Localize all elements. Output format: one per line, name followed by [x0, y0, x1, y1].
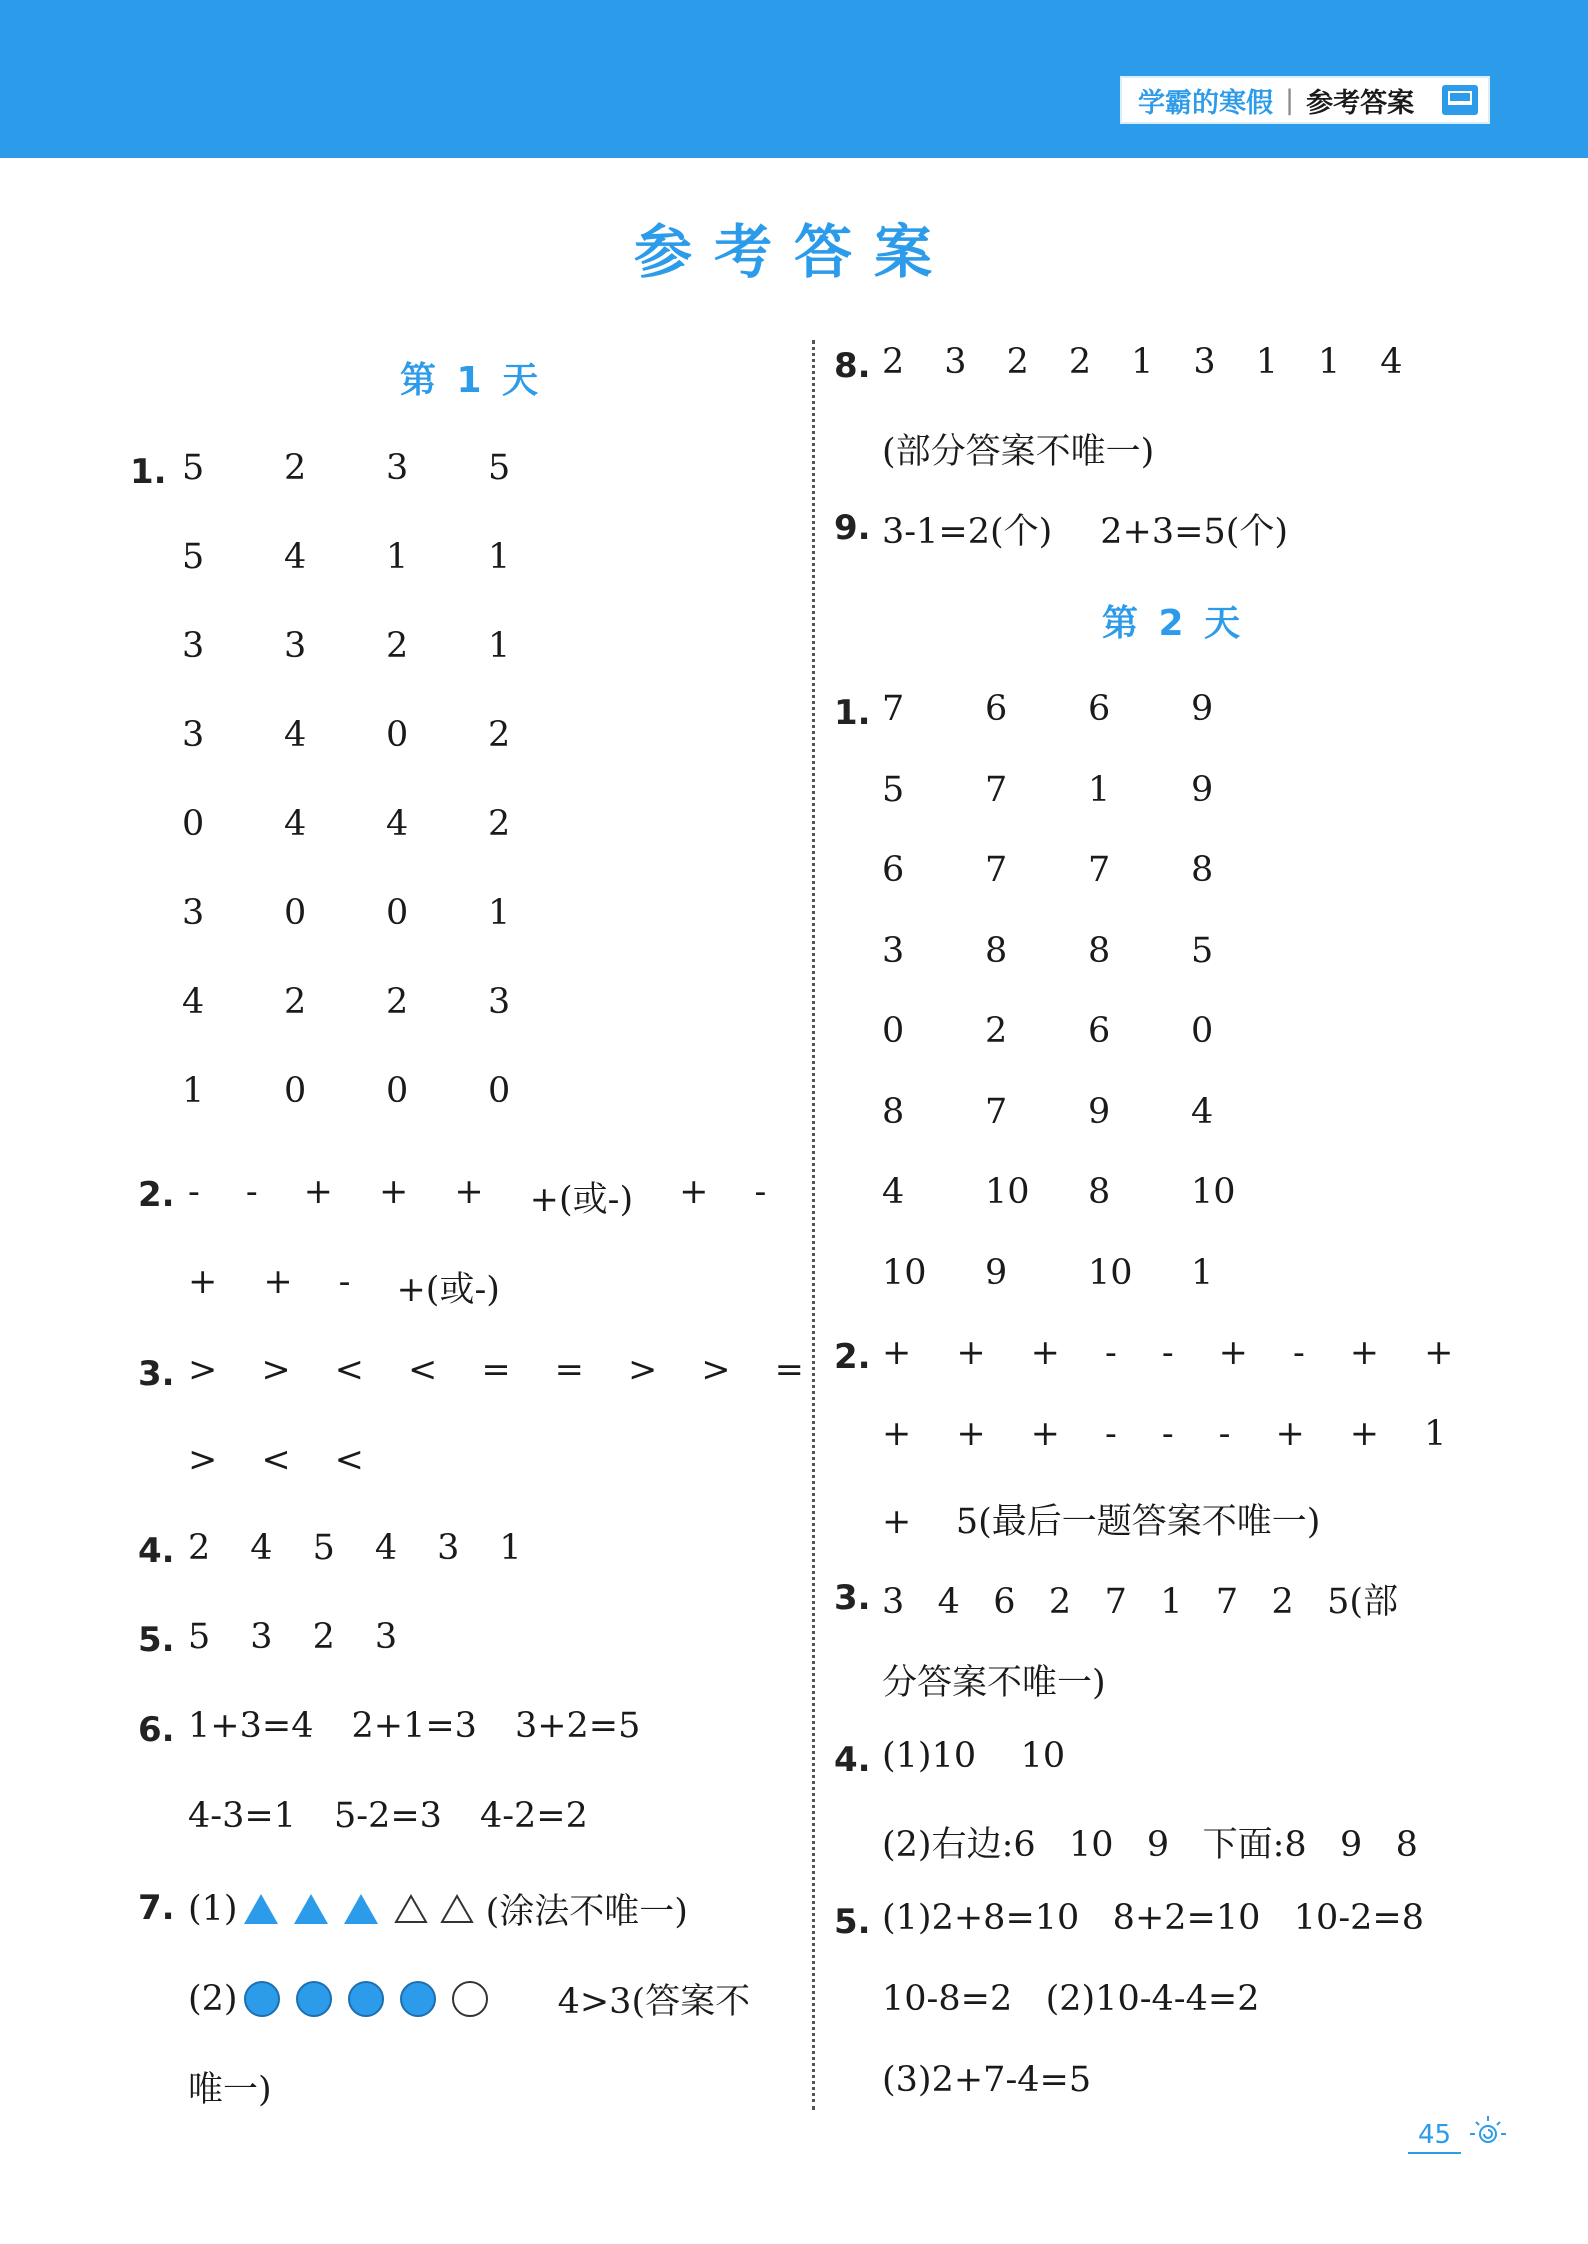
answer-item: 4-2=2 [479, 1796, 588, 1836]
answer-item: - [1104, 1333, 1117, 1373]
grid-cell: 0 [488, 1071, 511, 1111]
filled-triangle-icon [294, 1894, 328, 1924]
grid-cell: 1 [386, 537, 409, 577]
answer-item: 4 [1380, 342, 1403, 382]
answer-item: > [188, 1350, 218, 1390]
series-name: 学霸的寒假 [1138, 87, 1273, 119]
answer-item: - [1104, 1414, 1117, 1454]
grid-cell: 3 [284, 626, 307, 666]
day2-q3-line1: 3 4 6 2 7 1 7 2 5(部 [882, 1582, 1399, 1622]
answer-item: - [754, 1172, 767, 1212]
answer-item: 5 [312, 1528, 335, 1568]
answer-item: 2+1=3 [351, 1706, 477, 1746]
grid-cell: 0 [1191, 1011, 1214, 1051]
grid-cell: 2 [985, 1011, 1008, 1051]
grid-cell: 4 [386, 804, 409, 844]
grid-cell: 1 [488, 537, 511, 577]
sun-icon [1468, 2112, 1508, 2152]
answer-item: - [245, 1172, 258, 1212]
grid-cell: 2 [386, 626, 409, 666]
answer-item: - [188, 1172, 200, 1212]
grid-cell: 1 [1088, 769, 1111, 810]
grid-cell: 5 [1191, 930, 1214, 971]
answer-item: < [334, 1350, 364, 1390]
grid-cell: 9 [1191, 769, 1214, 810]
answer-item: > [188, 1440, 218, 1480]
filled-circle-icon [296, 1981, 332, 2017]
day1-q9-b: 2+3=5(个) [1100, 512, 1289, 552]
grid-cell: 4 [182, 982, 205, 1022]
grid-cell: 5 [182, 537, 205, 577]
header-label [1120, 76, 1490, 124]
grid-cell: 3 [182, 715, 205, 755]
grid-cell: 8 [985, 930, 1008, 971]
day1-q8-line [882, 342, 1443, 382]
grid-cell: 4 [882, 1172, 905, 1212]
grid-cell: 4 [284, 715, 307, 755]
answer-item: 5 [188, 1617, 211, 1657]
grid-cell: 0 [284, 1071, 307, 1111]
grid-cell: 3 [882, 930, 905, 971]
day1-q8-note: (部分答案不唯一) [882, 432, 1155, 472]
answer-item: 1+3=4 [188, 1706, 314, 1746]
day1-q7-part1 [188, 1884, 688, 1934]
day1-q7-p2-continuation: 唯一) [188, 2070, 272, 2110]
filled-circle-icon [348, 1981, 384, 2017]
day1-heading: 第 1 天 [400, 360, 543, 401]
grid-cell: 9 [985, 1252, 1008, 1293]
answer-item: + [1030, 1333, 1060, 1373]
day2-q5-line1: (1)2+8=10 8+2=10 10-2=8 [882, 1898, 1425, 1938]
grid-cell: 3 [182, 893, 205, 933]
grid-cell: 10 [985, 1172, 1030, 1212]
grid-cell: 2 [488, 804, 511, 844]
grid-cell: 7 [882, 689, 905, 729]
day2-q5-line2: 10-8=2 (2)10-4-4=2 [882, 1979, 1260, 2019]
answer-item: + [956, 1414, 986, 1454]
answer-item: = [481, 1350, 511, 1390]
answer-item: = [554, 1350, 584, 1390]
answer-item: 3 [944, 342, 967, 382]
grid-cell: 7 [985, 850, 1008, 890]
answer-item: + [1424, 1333, 1454, 1373]
grid-cell: 2 [284, 982, 307, 1022]
answer-item: 3 [437, 1528, 460, 1568]
answer-item: + [1275, 1414, 1305, 1454]
grid-cell: 8 [882, 1091, 905, 1132]
day1-q7-p1-note: (涂法不唯一) [485, 1892, 688, 1932]
day2-q3-label: 3. [834, 1578, 871, 1618]
answer-item: < [407, 1350, 438, 1390]
answer-item: + [263, 1262, 293, 1302]
answer-item: + [303, 1172, 333, 1212]
answer-item: 3+2=5 [514, 1706, 641, 1746]
day1-q6-line1 [188, 1706, 678, 1746]
day1-q2-line2 [188, 1262, 546, 1312]
day2-q3-line2: 分答案不唯一) [882, 1663, 1106, 1703]
answer-item: 3 [250, 1617, 273, 1657]
filled-circle-icon [400, 1981, 436, 2017]
grid-cell: 0 [284, 893, 307, 933]
answer-item: - [1161, 1333, 1174, 1373]
answer-item: 1 [1317, 342, 1341, 382]
empty-triangle-icon [394, 1894, 428, 1924]
grid-cell: 10 [1191, 1172, 1236, 1212]
answer-item: 2 [312, 1617, 335, 1657]
grid-cell: 5 [182, 448, 205, 488]
grid-cell: 9 [1191, 689, 1214, 729]
grid-cell: 9 [1088, 1091, 1111, 1132]
grid-cell: 10 [1088, 1252, 1133, 1293]
answer-item: + [378, 1172, 409, 1212]
filled-triangle-icon [244, 1894, 278, 1924]
day1-q7-part2 [188, 1974, 750, 2024]
answer-item: 4-3=1 [188, 1796, 296, 1836]
answer-item: - [1292, 1333, 1305, 1373]
answer-item: 1 [1424, 1414, 1447, 1454]
answer-item: > [701, 1350, 731, 1390]
day1-q3-label: 3. [138, 1354, 175, 1394]
grid-cell: 2 [386, 982, 409, 1022]
grid-cell: 0 [386, 1071, 409, 1111]
day1-q6-label: 6. [138, 1710, 175, 1750]
day2-q2-line2 [882, 1414, 1491, 1454]
grid-cell: 4 [1191, 1091, 1214, 1132]
grid-cell: 1 [488, 626, 511, 666]
day2-q2-line3: + 5(最后一题答案不唯一) [882, 1502, 1321, 1542]
day2-q4-line2: (2)右边:6 10 9 下面:8 9 8 [882, 1825, 1418, 1865]
answer-item: 3 [374, 1617, 398, 1657]
page-number: 45 [1408, 2120, 1461, 2154]
grid-cell: 6 [1088, 689, 1111, 729]
answer-item: 3 [1193, 342, 1216, 382]
day1-q4-label: 4. [138, 1531, 175, 1571]
grid-cell: 7 [985, 769, 1008, 810]
grid-cell: 0 [386, 715, 409, 755]
page-title: 参考答案 [633, 218, 954, 286]
answer-item: 2 [188, 1528, 211, 1568]
day1-q1-label: 1. [130, 452, 167, 492]
grid-cell: 3 [182, 626, 205, 666]
answer-item: + [882, 1333, 912, 1373]
answer-item: + [454, 1172, 484, 1212]
grid-cell: 4 [284, 804, 307, 844]
answer-item: + [1218, 1333, 1248, 1373]
day2-heading: 第 2 天 [1102, 603, 1245, 644]
grid-cell: 6 [1088, 1011, 1111, 1051]
grid-cell: 6 [882, 850, 905, 890]
day2-q4-line1: (1)10 10 [882, 1736, 1066, 1776]
answer-item: 1 [1131, 342, 1154, 382]
day1-q9-label: 9. [834, 508, 871, 548]
grid-cell: 2 [488, 715, 511, 755]
grid-cell: 8 [1088, 930, 1111, 971]
grid-cell: 1 [488, 893, 511, 933]
grid-cell: 1 [182, 1071, 205, 1111]
day1-q9-line [882, 504, 1288, 554]
grid-cell: 4 [284, 537, 307, 577]
day1-q7-p2-note: 4>3(答案不 [557, 1982, 751, 2022]
empty-triangle-icon [440, 1894, 474, 1924]
answer-item: + [188, 1262, 218, 1302]
answer-item: 2 [1006, 342, 1029, 382]
section-name: 参考答案 [1306, 87, 1415, 119]
answer-item: + [882, 1414, 912, 1454]
day1-q7-p1-prefix: (1) [188, 1889, 238, 1929]
grid-cell: 7 [1088, 850, 1111, 890]
day1-q3-line1 [188, 1350, 848, 1390]
day2-q2-line1 [882, 1333, 1498, 1373]
answer-item: = [774, 1350, 804, 1390]
answer-item: 4 [250, 1528, 273, 1568]
grid-cell: 8 [1191, 850, 1214, 890]
day1-q8-label: 8. [834, 346, 871, 386]
answer-item: +(或-) [396, 1270, 500, 1310]
grid-cell: 1 [1191, 1252, 1214, 1293]
grid-cell: 7 [985, 1091, 1008, 1132]
answer-item: 4 [374, 1528, 398, 1568]
day1-q3-line2 [188, 1440, 408, 1480]
grid-cell: 5 [882, 769, 905, 810]
answer-item: - [1218, 1414, 1231, 1454]
day2-q5-line3: (3)2+7-4=5 [882, 2060, 1092, 2100]
day1-q2-line1 [188, 1172, 812, 1222]
answer-item: + [1349, 1414, 1380, 1454]
empty-circle-icon [452, 1981, 488, 2017]
answer-item: 1 [499, 1528, 522, 1568]
answer-item: > [627, 1350, 658, 1390]
answer-item: - [338, 1262, 351, 1302]
grid-cell: 0 [386, 893, 409, 933]
grid-cell: 0 [882, 1011, 905, 1051]
answer-item: > [261, 1350, 291, 1390]
answer-item: +(或-) [529, 1180, 634, 1220]
grid-cell: 10 [882, 1252, 927, 1293]
answer-item: 2 [1068, 342, 1092, 382]
answer-item: < [334, 1440, 364, 1480]
grid-cell: 6 [985, 689, 1008, 729]
day1-q7-label: 7. [138, 1888, 175, 1928]
column-divider [812, 340, 815, 2110]
answer-item: + [956, 1333, 986, 1373]
answer-item: + [1349, 1333, 1380, 1373]
grid-cell: 3 [488, 982, 511, 1022]
grid-cell: 2 [284, 448, 307, 488]
day1-q9-a: 3-1=2(个) [882, 512, 1053, 552]
book-icon [1442, 85, 1478, 115]
grid-cell: 5 [488, 448, 511, 488]
grid-cell: 0 [182, 804, 205, 844]
answer-item: < [261, 1440, 291, 1480]
day1-q5-label: 5. [138, 1620, 175, 1660]
answer-item: 2 [882, 342, 905, 382]
answer-item: + [679, 1172, 709, 1212]
filled-triangle-icon [344, 1894, 378, 1924]
day1-q2-label: 2. [138, 1175, 175, 1215]
filled-circle-icon [244, 1981, 280, 2017]
answer-item: 5-2=3 [333, 1796, 442, 1836]
day1-q4-line [188, 1528, 562, 1568]
answer-item: + [1030, 1414, 1060, 1454]
day2-q5-label: 5. [834, 1902, 871, 1942]
day1-q6-line2 [188, 1796, 626, 1836]
header-separator: | [1285, 84, 1295, 116]
day2-q4-label: 4. [834, 1740, 871, 1780]
day2-q1-label: 1. [834, 693, 871, 733]
grid-cell: 8 [1088, 1172, 1111, 1212]
day2-q2-label: 2. [834, 1337, 871, 1377]
answer-item: - [1161, 1414, 1174, 1454]
day1-q7-p2-prefix: (2) [188, 1979, 238, 2019]
day1-q5-line [188, 1617, 437, 1657]
answer-item: 1 [1255, 342, 1278, 382]
grid-cell: 3 [386, 448, 409, 488]
